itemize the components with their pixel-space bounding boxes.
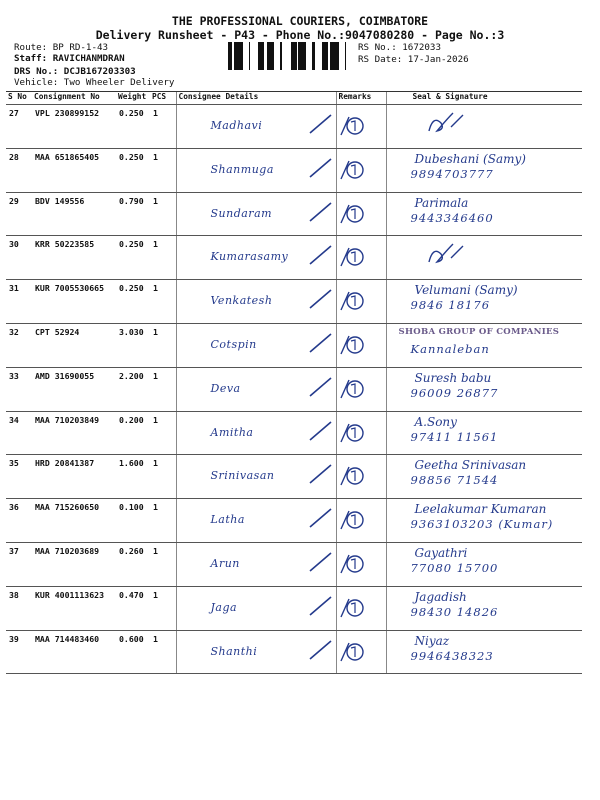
pcs-cell: 1 [150, 105, 176, 149]
check-mark-icon [307, 593, 333, 619]
signature-cell [386, 411, 582, 455]
delivered-mark-icon [339, 637, 369, 665]
col-sno: S No [6, 92, 32, 105]
delivered-mark-icon [339, 461, 369, 489]
vehicle-label: Vehicle: Two Wheeler Delivery [14, 77, 175, 88]
consignee-cell [176, 542, 336, 586]
weight-cell: 0.250 [116, 280, 150, 324]
check-mark-icon [307, 330, 333, 356]
sno-cell: 28 [6, 148, 32, 192]
signature-cell [386, 192, 582, 236]
consignment-cell: KUR 7005530665 [32, 280, 116, 324]
signature-cell [386, 236, 582, 280]
signature-cell [386, 148, 582, 192]
pcs-cell: 1 [150, 192, 176, 236]
signature-cell [386, 586, 582, 630]
table-row [6, 455, 582, 499]
table-row [6, 499, 582, 543]
company-title: THE PROFESSIONAL COURIERS, COIMBATORE [171, 14, 429, 28]
weight-cell: 0.790 [116, 192, 150, 236]
staff-label: Staff: RAVICHANMDRAN [14, 53, 125, 64]
table-row [6, 411, 582, 455]
delivered-mark-icon [339, 505, 369, 533]
pcs-cell: 1 [150, 280, 176, 324]
consignment-cell: MAA 651865405 [32, 148, 116, 192]
company-stamp: SHOBA GROUP OF COMPANIES [398, 326, 560, 337]
table-row [6, 586, 582, 630]
consignee-handwriting: Deva [210, 381, 241, 395]
remarks-cell [336, 192, 386, 236]
phone-handwriting: 9946438323 [410, 648, 494, 663]
consignee-handwriting: Arun [210, 556, 240, 570]
check-mark-icon [307, 155, 333, 181]
signature-handwriting: Geetha Srinivasan [414, 458, 527, 473]
consignee-handwriting: Srinivasan [210, 469, 275, 483]
consignee-handwriting: Kumarasamy [210, 250, 289, 264]
signature-handwriting: Dubeshani (Samy) [414, 151, 526, 166]
consignee-cell [176, 411, 336, 455]
remarks-cell [336, 105, 386, 149]
col-consignee: Consignee Details [176, 92, 336, 105]
runsheet-table [6, 91, 582, 674]
consignee-cell [176, 367, 336, 411]
pcs-cell: 1 [150, 542, 176, 586]
pcs-cell: 1 [150, 236, 176, 280]
weight-cell: 0.200 [116, 411, 150, 455]
check-mark-icon [307, 199, 333, 225]
weight-cell: 0.470 [116, 586, 150, 630]
delivered-mark-icon [339, 418, 369, 446]
remarks-cell [336, 148, 386, 192]
route-label: Route: BP RD-1-43 [14, 42, 109, 53]
signature-handwriting: Jagadish [414, 589, 467, 604]
signature-handwriting: Parimala [414, 195, 469, 210]
delivered-mark-icon [339, 374, 369, 402]
delivered-mark-icon [339, 330, 369, 358]
consignment-cell: MAA 715260650 [32, 499, 116, 543]
consignee-handwriting: Sundaram [210, 206, 273, 220]
consignee-cell [176, 630, 336, 674]
delivered-mark-icon [339, 155, 369, 183]
consignment-cell: HRD 20841387 [32, 455, 116, 499]
signature-cell [386, 280, 582, 324]
sno-cell: 30 [6, 236, 32, 280]
col-consignment: Consignment No [32, 92, 116, 105]
consignee-handwriting: Shanmuga [210, 162, 274, 176]
table-row [6, 323, 582, 367]
consignee-handwriting: Madhavi [210, 119, 263, 132]
consignment-cell: CPT 52924 [32, 323, 116, 367]
col-weight: Weight [116, 92, 150, 105]
signature-handwriting: Velumani (Samy) [414, 283, 518, 298]
consignment-cell: AMD 31690055 [32, 367, 116, 411]
phone-handwriting: 77080 15700 [410, 560, 499, 575]
weight-cell: 0.260 [116, 542, 150, 586]
check-mark-icon [307, 374, 333, 400]
delivered-mark-icon [339, 242, 369, 270]
check-mark-icon [307, 111, 333, 137]
table-row [6, 542, 582, 586]
pcs-cell: 1 [150, 148, 176, 192]
barcode-image [228, 42, 354, 70]
remarks-cell [336, 236, 386, 280]
weight-cell: 0.600 [116, 630, 150, 674]
consignment-cell: MAA 710203689 [32, 542, 116, 586]
table-row [6, 148, 582, 192]
signature-handwriting: Suresh babu [414, 370, 492, 385]
drs-number: DRS No.: DCJB167203303 [14, 66, 136, 77]
table-row [6, 280, 582, 324]
phone-handwriting: 97411 11561 [410, 429, 499, 444]
signature-cell [386, 499, 582, 543]
phone-handwriting: Kannaleban [410, 341, 490, 356]
consignee-cell [176, 280, 336, 324]
sno-cell: 38 [6, 586, 32, 630]
remarks-cell [336, 499, 386, 543]
delivered-mark-icon [339, 199, 369, 227]
table-row [6, 367, 582, 411]
remarks-cell [336, 280, 386, 324]
signature-cell [386, 630, 582, 674]
weight-cell: 0.250 [116, 105, 150, 149]
consignment-cell: MAA 714483460 [32, 630, 116, 674]
consignment-cell: BDV 149556 [32, 192, 116, 236]
delivered-mark-icon [339, 286, 369, 314]
remarks-cell [336, 323, 386, 367]
pcs-cell: 1 [150, 323, 176, 367]
table-row [6, 630, 582, 674]
signature-handwriting: Leelakumar Kumaran [414, 502, 547, 517]
pcs-cell: 1 [150, 630, 176, 674]
remarks-cell [336, 411, 386, 455]
phone-handwriting: 98856 71544 [410, 473, 499, 488]
consignee-handwriting: Jaga [210, 600, 238, 614]
check-mark-icon [307, 242, 333, 268]
consignment-cell: KUR 4001113623 [32, 586, 116, 630]
delivered-mark-icon [339, 593, 369, 621]
consignee-cell [176, 192, 336, 236]
pcs-cell: 1 [150, 367, 176, 411]
signature-cell [386, 367, 582, 411]
rs-date: RS Date: 17-Jan-2026 [358, 54, 469, 65]
check-mark-icon [307, 286, 333, 312]
delivered-mark-icon [339, 111, 369, 139]
sno-cell: 33 [6, 367, 32, 411]
consignee-handwriting: Latha [210, 513, 245, 527]
signature-handwriting: Niyaz [414, 633, 450, 648]
signature-scribble-icon [423, 240, 483, 270]
phone-handwriting: 98430 14826 [410, 604, 499, 619]
weight-cell: 3.030 [116, 323, 150, 367]
weight-cell: 2.200 [116, 367, 150, 411]
consignment-cell: KRR 50223585 [32, 236, 116, 280]
check-mark-icon [307, 418, 333, 444]
signature-cell [386, 105, 582, 149]
signature-cell [386, 455, 582, 499]
check-mark-icon [307, 549, 333, 575]
consignee-handwriting: Venkatesh [210, 294, 273, 308]
pcs-cell: 1 [150, 411, 176, 455]
check-mark-icon [307, 505, 333, 531]
table-row [6, 105, 582, 149]
delivered-mark-icon [339, 549, 369, 577]
consignee-handwriting: Cotspin [210, 337, 257, 351]
remarks-cell [336, 586, 386, 630]
col-remarks: Remarks [336, 92, 386, 105]
rs-number: RS No.: 1672033 [358, 42, 441, 53]
phone-handwriting: 9443346460 [410, 210, 494, 225]
sno-cell: 29 [6, 192, 32, 236]
weight-cell: 0.100 [116, 499, 150, 543]
phone-handwriting: 9846 18176 [410, 298, 491, 313]
remarks-cell [336, 630, 386, 674]
col-signature: Seal & Signature [386, 92, 582, 105]
weight-cell: 0.250 [116, 148, 150, 192]
consignee-cell [176, 323, 336, 367]
weight-cell: 0.250 [116, 236, 150, 280]
consignee-cell [176, 105, 336, 149]
pcs-cell: 1 [150, 586, 176, 630]
signature-cell [386, 323, 582, 367]
phone-handwriting: 96009 26877 [410, 385, 499, 400]
consignee-cell [176, 499, 336, 543]
sno-cell: 34 [6, 411, 32, 455]
runsheet-subtitle: Delivery Runsheet - P43 - Phone No.:9047080280 - Page No.:3 [95, 28, 505, 42]
check-mark-icon [307, 637, 333, 663]
consignee-handwriting: Amitha [210, 425, 254, 439]
signature-handwriting: A.Sony [414, 414, 457, 429]
pcs-cell: 1 [150, 499, 176, 543]
col-pcs: PCS [150, 92, 176, 105]
sno-cell: 31 [6, 280, 32, 324]
sno-cell: 37 [6, 542, 32, 586]
table-row [6, 192, 582, 236]
sno-cell: 36 [6, 499, 32, 543]
sno-cell: 39 [6, 630, 32, 674]
consignee-cell [176, 586, 336, 630]
weight-cell: 1.600 [116, 455, 150, 499]
consignee-handwriting: Shanthi [210, 644, 258, 658]
remarks-cell [336, 542, 386, 586]
remarks-cell [336, 455, 386, 499]
consignee-cell [176, 236, 336, 280]
signature-cell [386, 542, 582, 586]
remarks-cell [336, 367, 386, 411]
phone-handwriting: 9363103203 (Kumar) [410, 517, 554, 532]
consignment-cell: VPL 230899152 [32, 105, 116, 149]
consignee-cell [176, 455, 336, 499]
sno-cell: 35 [6, 455, 32, 499]
check-mark-icon [307, 461, 333, 487]
consignee-cell [176, 148, 336, 192]
consignment-cell: MAA 710203849 [32, 411, 116, 455]
table-row [6, 236, 582, 280]
signature-handwriting: Gayathri [414, 545, 468, 560]
sno-cell: 27 [6, 105, 32, 149]
signature-scribble-icon [423, 109, 483, 139]
sno-cell: 32 [6, 323, 32, 367]
pcs-cell: 1 [150, 455, 176, 499]
phone-handwriting: 9894703777 [410, 166, 494, 181]
